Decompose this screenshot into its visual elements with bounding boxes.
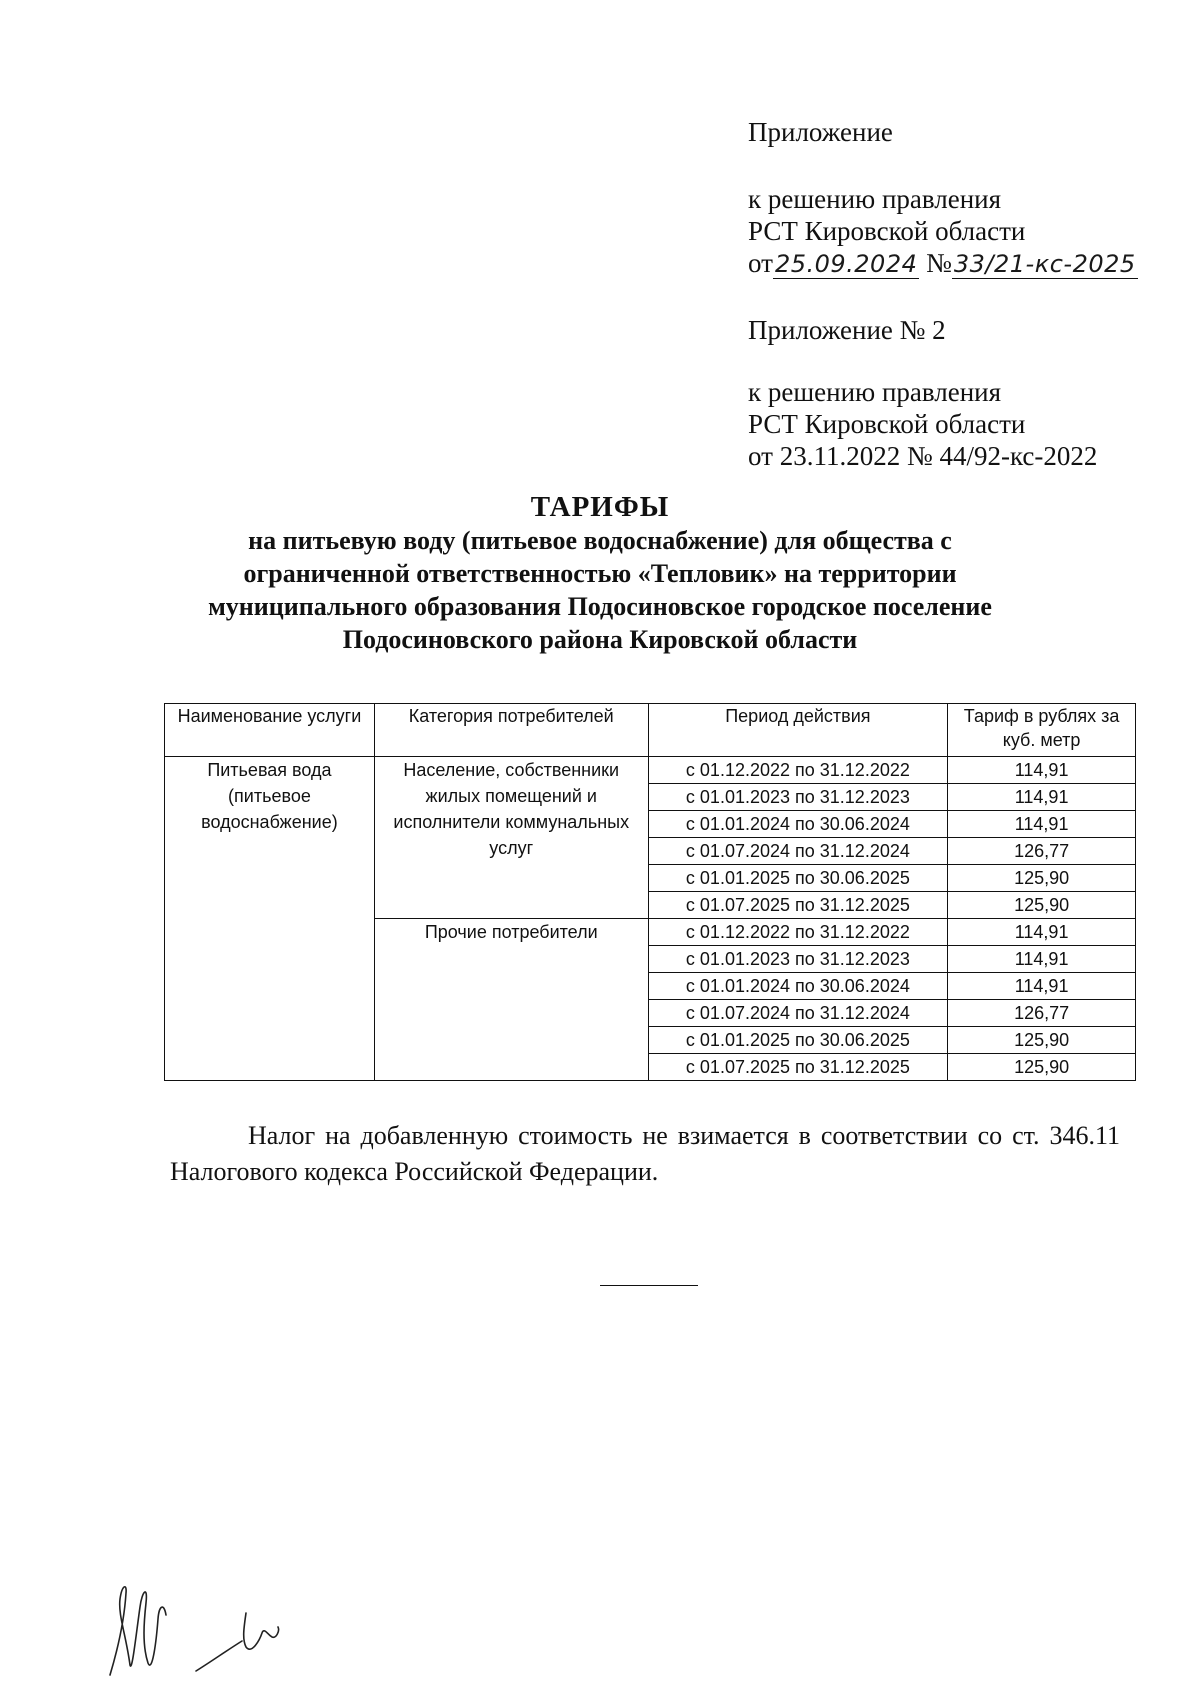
decision2-ref: от 23.11.2022 № 44/92-кс-2022 bbox=[748, 441, 1098, 471]
tariff-cell: 114,91 bbox=[948, 784, 1136, 811]
appendix2-label: Приложение № 2 bbox=[748, 315, 946, 345]
org-word-3: области bbox=[935, 409, 1026, 439]
tariff-cell: 126,77 bbox=[948, 838, 1136, 865]
title-line-2: ограниченной ответственностью «Тепловик» на территории bbox=[243, 559, 957, 588]
tariff-cell: 125,90 bbox=[948, 892, 1136, 919]
tariff-cell: 126,77 bbox=[948, 1000, 1136, 1027]
tariffs-table bbox=[164, 703, 1136, 1081]
tariff-cell: 125,90 bbox=[948, 1027, 1136, 1054]
decision-to: к решению правления bbox=[748, 184, 1002, 214]
title-line-1: на питьевую воду (питьевое водоснабжение) для общества с bbox=[248, 526, 952, 555]
header-tariff: Тариф в рублях за куб. метр bbox=[948, 704, 1136, 757]
period-cell: с 01.01.2025 по 30.06.2025 bbox=[648, 865, 948, 892]
period-cell: с 01.07.2024 по 31.12.2024 bbox=[648, 838, 948, 865]
period-cell: с 01.01.2025 по 30.06.2025 bbox=[648, 1027, 948, 1054]
appendix-header bbox=[748, 116, 893, 148]
signature-marks bbox=[96, 1575, 296, 1685]
period-cell: с 01.12.2022 по 31.12.2022 bbox=[648, 757, 948, 784]
tariff-cell: 114,91 bbox=[948, 919, 1136, 946]
period-cell: с 01.01.2023 по 31.12.2023 bbox=[648, 946, 948, 973]
signature-1 bbox=[110, 1587, 166, 1675]
tariff-cell: 125,90 bbox=[948, 1054, 1136, 1081]
period-cell: с 01.07.2025 по 31.12.2025 bbox=[648, 892, 948, 919]
org-word-1: РСТ bbox=[748, 409, 798, 439]
header-period: Период действия bbox=[648, 704, 948, 757]
signature-2 bbox=[196, 1613, 279, 1671]
org-word-2: Кировской bbox=[804, 409, 929, 439]
period-cell: с 01.01.2024 по 30.06.2024 bbox=[648, 973, 948, 1000]
from-prefix: от bbox=[748, 248, 773, 278]
title-line-3: муниципального образования Подосиновское городское поселение bbox=[208, 592, 992, 621]
table-header-row bbox=[165, 704, 1136, 757]
period-cell: с 01.01.2024 по 30.06.2024 bbox=[648, 811, 948, 838]
period-cell: с 01.01.2023 по 31.12.2023 bbox=[648, 784, 948, 811]
service-cell: Питьевая вода (питьевое водоснабжение) bbox=[165, 757, 375, 1081]
header-category: Категория потребителей bbox=[374, 704, 648, 757]
tariff-cell: 114,91 bbox=[948, 946, 1136, 973]
handwritten-date: 25.09.2024 bbox=[774, 250, 918, 278]
header-service: Наименование услуги bbox=[165, 704, 375, 757]
category-cell: Прочие потребители bbox=[374, 919, 648, 1081]
tariff-cell: 114,91 bbox=[948, 757, 1136, 784]
tariff-cell: 114,91 bbox=[948, 973, 1136, 1000]
appendix2-header bbox=[748, 314, 946, 346]
title-main: ТАРИФЫ bbox=[530, 491, 670, 523]
title-line-4: Подосиновского района Кировской области bbox=[342, 625, 858, 654]
appendix-decision-ref bbox=[748, 183, 1138, 280]
tariff-cell: 125,90 bbox=[948, 865, 1136, 892]
tariff-cell: 114,91 bbox=[948, 811, 1136, 838]
period-cell: с 01.07.2025 по 31.12.2025 bbox=[648, 1054, 948, 1081]
decision2-org bbox=[748, 408, 1120, 440]
decision-date-number bbox=[748, 247, 1138, 280]
decision-org: РСТ Кировской области bbox=[748, 216, 1026, 246]
tax-note bbox=[170, 1118, 1120, 1190]
period-cell: с 01.12.2022 по 31.12.2022 bbox=[648, 919, 948, 946]
period-cell: с 01.07.2024 по 31.12.2024 bbox=[648, 1000, 948, 1027]
appendix-label: Приложение bbox=[748, 117, 893, 147]
appendix2-decision-ref bbox=[748, 376, 1120, 472]
decision2-to: к решению правления bbox=[748, 377, 1002, 407]
table-row bbox=[165, 757, 1136, 784]
tax-note-text: Налог на добавленную стоимость не взимается в соответствии со ст. 346.11 Налогового кодекса Российской Федерации. bbox=[170, 1121, 1120, 1186]
number-prefix: № bbox=[926, 248, 952, 278]
document-title bbox=[150, 490, 1050, 656]
closing-divider bbox=[600, 1285, 698, 1286]
category-cell: Население, собственники жилых помещений и исполнители коммунальных услуг bbox=[374, 757, 648, 919]
handwritten-number: 33/21-кс-2025 bbox=[953, 250, 1136, 278]
